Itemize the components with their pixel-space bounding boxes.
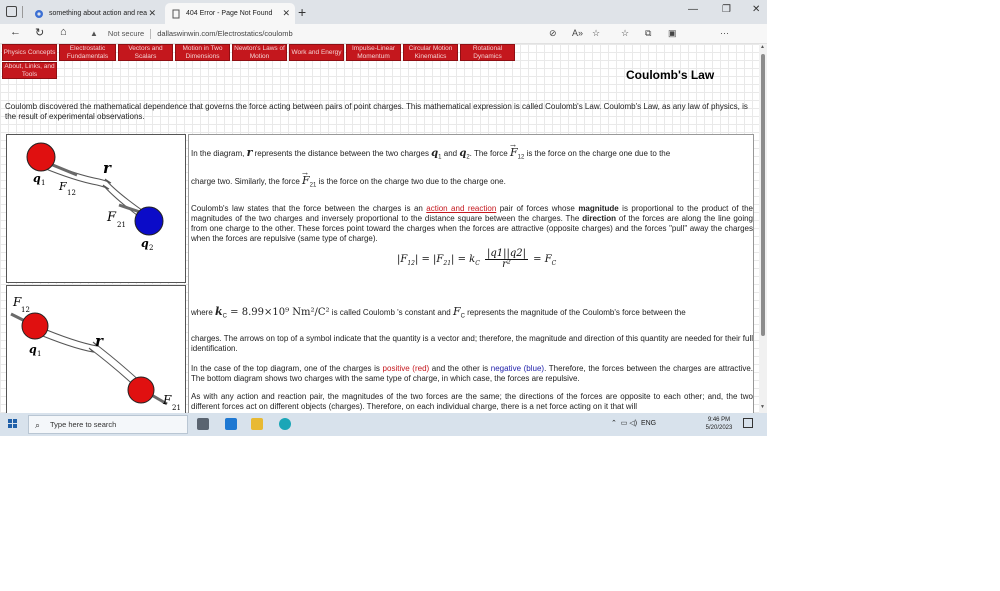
chevron-up-icon[interactable]: ⌃	[611, 420, 617, 427]
search-icon: ⌕	[35, 420, 41, 430]
read-aloud-icon[interactable]: A»	[572, 28, 584, 38]
q2-subscript: 2	[149, 244, 154, 252]
positive-charge-q1	[22, 313, 48, 339]
repulsive-charges-diagram	[6, 285, 186, 413]
more-menu-icon[interactable]: ···	[720, 28, 729, 38]
add-favorite-icon[interactable]: ☆	[592, 28, 601, 38]
distance-label: r	[103, 159, 111, 177]
nav-impulse-momentum[interactable]: Impulse-Linear Momentum	[346, 44, 401, 61]
page-icon	[171, 9, 181, 19]
task-view-icon[interactable]	[197, 418, 209, 430]
tracking-icon[interactable]: ⊘	[549, 28, 557, 38]
f21-label: F	[163, 393, 172, 407]
scroll-down-arrow-icon[interactable]: ▼	[760, 404, 765, 410]
f12-subscript: 12	[67, 189, 76, 197]
constant-value: = 8.99×10⁹ Nm²/C²	[226, 307, 330, 318]
negative-charge-q2	[135, 207, 163, 235]
distance-line-upper	[37, 326, 143, 384]
tab-title: something about action and rea	[49, 10, 148, 17]
symbol-q1: q	[431, 148, 439, 159]
bold-direction: direction	[582, 214, 616, 223]
text-run: . Therefore, the forces between the charges are attractive. The bottom diagram shows two charges with the same type of charge, in which case, the forces are repulsive.	[191, 364, 754, 383]
paragraph-diagram-cases	[191, 364, 753, 384]
intro-paragraph: Coulomb discovered the mathematical dependence that governs the force acting between pairs of point charges. This mathematical expression is called Coulomb's Law. Coulomb's Law, as any law of physics, is the result of experimental observations.	[5, 102, 748, 121]
formula-f21: | = |F	[414, 254, 444, 265]
text-run: and	[441, 149, 460, 158]
q2-label: q	[141, 237, 149, 250]
symbol-k: k	[215, 305, 223, 318]
search-placeholder: Type here to search	[50, 420, 117, 429]
subscript: 12	[407, 260, 415, 267]
q1-label: q	[33, 172, 41, 185]
q1-label: q	[29, 343, 37, 356]
text-run: is the force on the charge two due to the charge one.	[316, 177, 506, 186]
f12-label: F	[59, 180, 67, 193]
symbol-q2: q	[459, 148, 467, 159]
formula-k: | = k	[451, 254, 476, 265]
windows-taskbar	[0, 413, 767, 436]
paragraph-force-f21	[191, 176, 753, 191]
page-title: Coulomb's Law	[626, 68, 715, 82]
close-tab-icon[interactable]: ✕	[148, 8, 156, 18]
paragraph-coulomb-constant	[191, 307, 753, 322]
text-run: In the case of the top diagram, one of the charges is	[191, 364, 383, 373]
text-run: and the other is	[429, 364, 491, 373]
not-secure-label[interactable]: Not secure	[107, 29, 145, 38]
address-bar	[0, 24, 767, 44]
symbol-f12: → F	[510, 148, 518, 158]
subscript: 21	[309, 182, 317, 189]
text-run: where	[191, 308, 216, 317]
nav-rotational-dynamics[interactable]: Rotational Dynamics	[460, 44, 515, 61]
nav-vectors-and-scalars[interactable]: Vectors and Scalars	[118, 44, 173, 61]
positive-charge-q1	[27, 143, 55, 171]
url-text[interactable]: dallaswinwin.com/Electrostatics/coulomb	[157, 29, 293, 38]
subscript: C	[551, 260, 557, 267]
tab-strip	[0, 0, 767, 24]
f12-subscript: 12	[21, 306, 30, 314]
f21-subscript: 21	[172, 404, 181, 412]
nav-work-and-energy[interactable]: Work and Energy	[289, 44, 344, 61]
file-explorer-icon[interactable]	[251, 418, 263, 430]
explanation-panel	[188, 134, 754, 413]
collections-icon[interactable]: ⧉	[645, 28, 652, 38]
subscript: 12	[517, 154, 525, 161]
tab-404-error[interactable]	[165, 3, 295, 24]
symbol-f21: → F	[302, 176, 310, 186]
clock-time: 9:46 PM	[707, 417, 731, 423]
tab-divider	[22, 6, 23, 18]
text-run: represents the magnitude of the Coulomb's force between the	[464, 308, 686, 317]
text-run: is proportional to the product of the magnitudes of the two charges and inversely proportional to the distance square between the charges. The	[191, 204, 754, 223]
subscript: C	[460, 313, 465, 320]
close-window-button[interactable]: ✕	[752, 4, 761, 15]
distance-line-lower	[41, 167, 145, 221]
page-viewport	[0, 44, 759, 413]
text-run: In the diagram,	[191, 149, 247, 158]
language-indicator[interactable]: ENG	[640, 420, 657, 427]
distance-line-lower	[33, 332, 139, 390]
distance-label: r	[95, 332, 103, 350]
clock-date: 5/20/2023	[705, 425, 733, 431]
windows-start-icon[interactable]	[8, 419, 18, 429]
text-run: of the forces are along the line going from one charge to the other. These forces point toward the charges when the forces are attractive (opposite charges) and the forces "pull" away the charges when the forces are repulsive (same type of charge).	[191, 214, 753, 243]
formula-fc: = F	[529, 254, 552, 265]
edge-browser-icon[interactable]	[279, 418, 291, 430]
favorites-icon[interactable]: ☆	[621, 28, 630, 38]
text-run: Coulomb's law states that the force between the charges is an	[191, 204, 427, 213]
nav-motion-two-dimensions[interactable]: Motion in Two Dimensions	[175, 44, 230, 61]
formula-f12: |F	[397, 254, 408, 265]
tab-title: 404 Error - Page Not Found	[186, 10, 273, 17]
text-run: . The force	[469, 149, 510, 158]
text-run: charge two. Similarly, the force	[191, 177, 303, 186]
notification-icon[interactable]	[743, 418, 753, 428]
nav-about-links-tools[interactable]: About, Links, and Tools	[2, 62, 57, 79]
f21-subscript: 21	[117, 221, 126, 229]
q1-subscript: 1	[41, 179, 46, 187]
formula-fraction	[485, 249, 528, 270]
network-icon[interactable]: ▭	[620, 420, 628, 427]
minimize-button[interactable]: —	[688, 4, 698, 15]
text-run: is called Coulomb 's constant and	[329, 308, 453, 317]
mail-icon[interactable]	[225, 418, 237, 430]
subscript: C	[222, 313, 227, 320]
sidebar-toggle-icon[interactable]	[6, 6, 17, 17]
q1-subscript: 1	[37, 350, 42, 358]
close-tab-icon[interactable]: ✕	[282, 8, 290, 18]
extension-icon[interactable]: ▣	[668, 28, 677, 38]
tab-something-about-action[interactable]	[28, 3, 161, 24]
text-run: is the force on the charge one due to the	[524, 149, 671, 158]
coulomb-formula	[397, 249, 556, 270]
nav-circular-motion[interactable]: Circular Motion Kinematics	[403, 44, 458, 61]
symbol-r: r	[246, 146, 253, 159]
url-divider	[150, 29, 151, 39]
negative-blue-text: negative (blue)	[490, 364, 545, 373]
subscript: 21	[443, 260, 452, 267]
taskbar-search-input[interactable]	[28, 415, 188, 434]
nav-electrostatic-fundamentals[interactable]: Electrostatic Fundamentals	[59, 44, 116, 61]
bold-magnitude: magnitude	[578, 204, 619, 213]
home-icon[interactable]: ⌂	[60, 26, 67, 38]
scroll-up-arrow-icon[interactable]: ▲	[760, 44, 765, 50]
paragraph-action-reaction: As with any action and reaction pair, the magnitudes of the two forces are the same; the directions of the forces are opposite to each other; and, the two different forces act on different objects (charges). Therefore, on each individual charge, there is a net force acting on it that will	[191, 392, 753, 411]
text-run: represents the distance between the two charges	[252, 149, 432, 158]
maximize-button[interactable]: ❐	[722, 4, 731, 15]
new-tab-button[interactable]: +	[298, 4, 307, 20]
nav-physics-concepts[interactable]: Physics Concepts	[2, 44, 57, 61]
f21-label: F	[107, 210, 117, 225]
taskbar-clock[interactable]	[702, 416, 736, 432]
paragraph-vector-arrows: charges. The arrows on top of a symbol indicate that the quantity is a vector and; therefore, the magnitude and direction of this quantity are needed for their full identification.	[191, 334, 753, 353]
subscript: 1	[438, 154, 442, 161]
subscript: C	[475, 260, 480, 267]
scrollbar-thumb[interactable]	[761, 54, 765, 336]
f12-label: F	[13, 295, 22, 309]
volume-icon[interactable]: ◁)	[629, 420, 638, 427]
back-icon[interactable]: ←	[10, 26, 21, 38]
gear-icon	[34, 9, 44, 19]
paragraph-coulomb-law	[191, 204, 753, 244]
symbol-fc: F	[452, 305, 461, 318]
positive-charge-q2	[128, 377, 154, 403]
system-tray[interactable]	[611, 419, 656, 427]
warning-icon: ▲	[90, 29, 98, 38]
positive-red-text: positive (red)	[382, 364, 430, 373]
formula-numerator: |q1||q2|	[486, 248, 526, 259]
attractive-charges-diagram	[6, 134, 186, 283]
repulsion-illustration	[7, 286, 185, 413]
formula-denominator: r²	[502, 259, 511, 270]
action-reaction-link[interactable]: action and reaction	[426, 204, 497, 213]
url-field[interactable]	[82, 26, 610, 41]
text-run: pair of forces whose	[496, 204, 579, 213]
refresh-icon[interactable]: ↻	[35, 27, 45, 39]
attraction-illustration	[7, 135, 185, 282]
paragraph-diagram-description	[191, 148, 753, 163]
subscript: 2	[466, 154, 470, 161]
nav-newtons-laws[interactable]: Newton's Laws of Motion	[232, 44, 287, 61]
